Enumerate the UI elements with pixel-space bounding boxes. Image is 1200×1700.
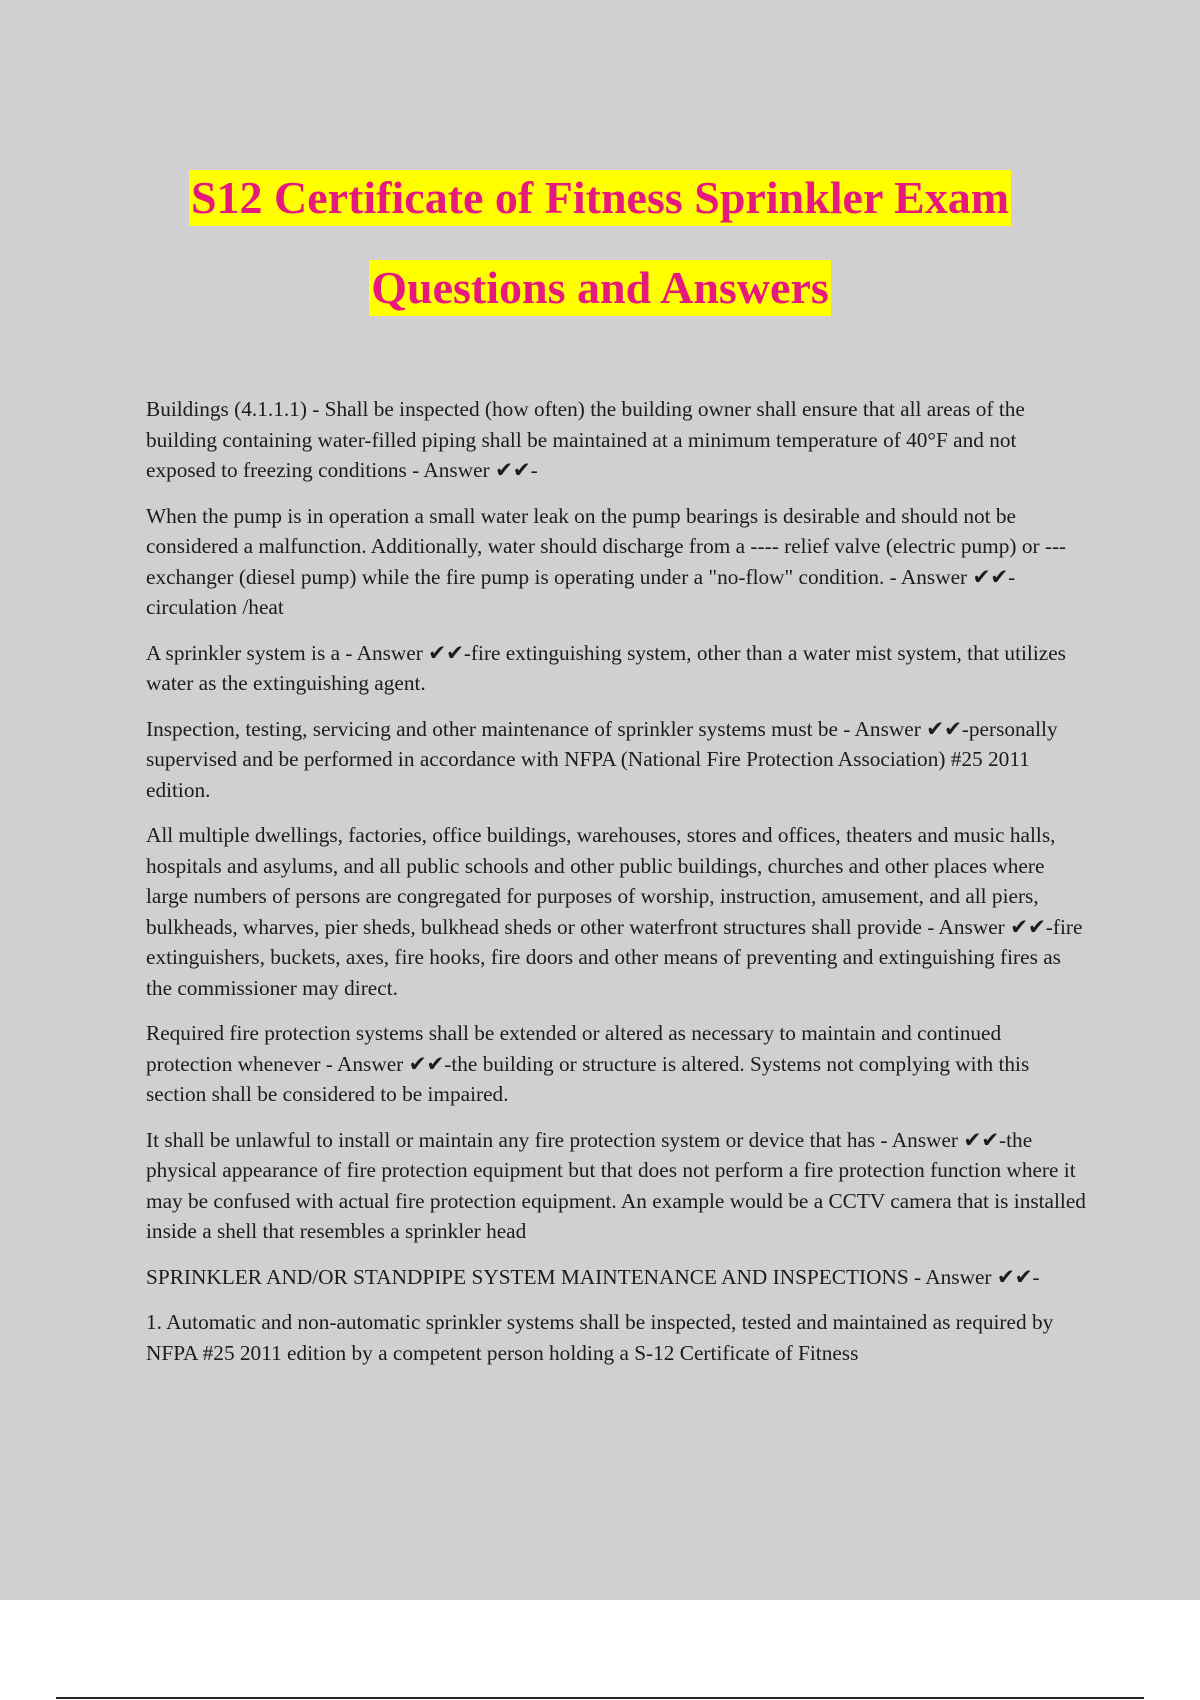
title-line-2: Questions and Answers (369, 260, 831, 316)
paragraph-buildings-inspection: Buildings (4.1.1.1) - Shall be inspected (how often) the building owner shall ensure that all areas of the building containing water-filled piping shall be maintained at a minimum temperature of 40°F and not exposed to freezing conditions - Answer ✔✔- (146, 397, 1025, 482)
paragraph-inspection-testing: Inspection, testing, servicing and other maintenance of sprinkler systems must be - Answer ✔✔-personally supervised and be performed in accordance with NFPA (National Fire Protection Association) #25 2011 edition. (146, 716, 1058, 802)
paragraph-automatic-systems: 1. Automatic and non-automatic sprinkler systems shall be inspected, tested and maintained as required by NFPA #25 2011 edition by a competent person holding a S-12 Certificate of Fitness (146, 1310, 1054, 1365)
footer-divider (56, 1697, 1144, 1699)
paragraph-unlawful-devices: It shall be unlawful to install or maintain any fire protection system or device that has - Answer ✔✔-the physical appearance of fire protection equipment but that does not perform a fire protection function where it may be confused with actual fire protection equipment. An example would be a CCTV camera that is installed inside a shell that resembles a sprinkler head (146, 1127, 1086, 1243)
paragraph-pump-operation: When the pump is in operation a small water leak on the pump bearings is desirable and should not be considered a malfunction. Additionally, water should discharge from a ---- relief valve (electric pump) or --- exchanger (diesel pump) while the fire pump is operating under a "no-flow" condition. - Answer ✔✔-circulation /heat (146, 503, 1067, 619)
paragraph-required-fire-protection: Required fire protection systems shall be extended or altered as necessary to maintain and continued protection whenever - Answer ✔✔-the building or structure is altered. Systems not complying with this section shall be considered to be impaired. (146, 1021, 1030, 1106)
paragraph-sprinkler-system-definition: A sprinkler system is a - Answer ✔✔-fire extinguishing system, other than a water mist system, that utilizes water as the extinguishing agent. (146, 640, 1066, 695)
document-body (146, 394, 1086, 1383)
title-line-1: S12 Certificate of Fitness Sprinkler Exam (189, 170, 1011, 226)
paragraph-multiple-dwellings: All multiple dwellings, factories, office buildings, warehouses, stores and offices, theaters and music halls, hospitals and asylums, and all public schools and other public buildings, churches and other places where large numbers of persons are congregated for purposes of worship, instruction, amusement, and all piers, bulkheads, wharves, pier sheds, bulkhead sheds or other waterfront structures shall provide - Answer ✔✔-fire extinguishers, buckets, axes, fire hooks, fire doors and other means of preventing and extinguishing fires as the commissioner may direct. (146, 823, 1083, 1000)
document-title (0, 170, 1200, 350)
paragraph-maintenance-heading: SPRINKLER AND/OR STANDPIPE SYSTEM MAINTENANCE AND INSPECTIONS - Answer ✔✔- (146, 1264, 1040, 1289)
